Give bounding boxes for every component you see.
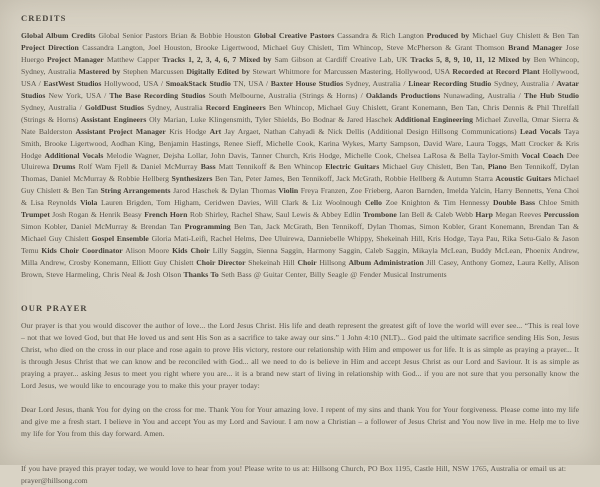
prayer-section xyxy=(21,303,579,486)
personal-prayer-paragraph: Dear Lord Jesus, thank You for dying on the cross for me. Thank You for Your amazing love. I repent of my sins and thank You for Your forgiveness. Please come into my life and give me a fresh start. I believe in You and accept You as my Lord and Saviour. I am now a Christian – a follower of Jesus Christ and You now live in me. Help me to live my life for You from this day forward. Amen. xyxy=(21,404,579,438)
prayer-intro-paragraph: Our prayer is that you would discover the author of love... the Lord Jesus Christ. His life and death represent the greatest gift of love the world will ever see... “This is real love – not that we loved God, but that He loved us and sent His Son as a sacrifice to take away our sins.” 1 John 4:10 (NLT)... God paid the ultimate sacrifice sending His Son, Jesus Christ, who died on the cross in our place and rose again to prove His victory, restore our relationship with Him and empower us for life. It is as simple as praying a prayer... It is through Jesus Christ that we can know and be reconciled with God... all we need to do is believe in Him and accept Jesus Christ as our Lord and Saviour. It is as simple as praying a prayer... asking Jesus to meet you right where you are... it is a brand new start of living in relationship with God... if you are not sure that you personally know the Lord Jesus, we would like to encourage you to make this your prayer today: xyxy=(21,321,579,390)
credits-paragraph: Global Album Credits Global Senior Pastors Brian & Bobbie Houston Global Creative Pastors Cassandra & Rich Langton Produced by Michael Guy Chislett & Ben Tan Project Direction Cassandra Langton, Joel Houston, Brooke Ligertwood, Michael Guy Chislett, Tim Whincop, Steve McPherson & Grant Thomson Brand Manager Jose Huergo Project Manager Matthew Capper Tracks 1, 2, 3, 4, 6, 7 Mixed by Sam Gibson at Cardiff Creative Lab, UK Tracks 5, 8, 9, 10, 11, 12 Mixed by Ben Whincop, Sydney, Australia Mastered by Stephen Marcussen Digitally Edited by Stewart Whitmore for Marcussen Mastering, Hollywood, USA Recorded at Record Plant Hollywood, USA / EastWest Studios Hollywood, USA / SmoakStack Studio TN, USA / Baxter House Studios Sydney, Australia / Linear Recording Studio Sydney, Australia / Avatar Studios New York, USA / The Base Recording Studios South Melbourne, Australia (Strings & Horns) / Oaklands Productions Nunawading, Australia / The Hub Studio Sydney, Australia / GoldDust Studios Sydney, Australia Record Engineers Ben Whincop, Michael Guy Chislett, Grant Konemann, Ben Tan, Chris Dennis & Phil Threlfall (Strings & Horns) Assistant Engineers Oly Marian, Luke Klingensmith, Tyler Shields, Bo Bodnar & Jared Haschek Additional Engineering Michael Zuvella, Omar Sierra & Nate Balderston Assistant Project Manager Kris Hodge Art Jay Argaet, Nathan Cahyadi & Nick Dellis (Additional Design Hillsong Communications) Lead Vocals Taya Smith, Brooke Ligertwood, Aodhan King, Benjamin Hastings, Renee Sieff, Michelle Cook, Karina Wykes, Marty Sampson, David Ware, Laura Toggs, Matt Crocker & Kris Hodge Additional Vocals Melodie Wagner, Dejsha Lollar, John Davis, Tanner Church, Kris Hodge, Michelle Cook, Chelsea LaRosa & Bella Taylor-Smith Vocal Coach Dee Uluirewa Drums Rolf Wam Fjell & Daniel McMurray Bass Matt Tennikoff & Ben Whincop Electric Guitars Michael Guy Chislett, Ben Tan, Piano Ben Tennikoff, Dylan Thomas, Daniel McMurray & Robbie Hellberg Synthesizers Ben Tan, Peter James, Ben Tennikoff, Jack McGrath, Robbie Hellberg & Autumn Starra Acoustic Guitars Michael Guy Chislett & Ben Tan String Arrangements Jarod Haschek & Dylan Thomas Violin Freya Franzen, Zoe Frieberg, Aaron Barnden, Imelda Yalcin, Harry Bennetts, Yena Choi & Lisa Reynolds Viola Lauren Brigden, Tom Higham, Ceridwen Davies, Will Clark & Liz Woolnough Cello Zoe Knighton & Tim Hennessy Double Bass Chloe Smith Trumpet Josh Rogan & Henrik Beasy French Horn Rob Shirley, Rachel Shaw, Saul Lewis & Abbey Edlin Trombone Ian Bell & Caleb Webb Harp Megan Reeves Percussion Simon Kobler, Daniel McMurray & Brendan Tan Programming Ben Tan, Jack McGrath, Ben Tennikoff, Dylan Thomas, Simon Kobler, Grant Konemann, Brendan Tan & Michael Guy Chislett Gospel Ensemble Gloria Mati-Leifi, Rachel Helms, Dee Uluirewa, Danniebelle Whippy, Shekeinah Hill, Kris Hodge, Taya Pau, Rika Setu-Galo & Jason Temu Kids Choir Coordinator Alison Moore Kids Choir Lilly Saggin, Sienna Saggin, Harmony Saggin, Caleb Saggin, Mikayla McLean, Buddy McLean, Phoenix Andrew, Milla Andrew, Crosby Konemann, Elliott Guy Chislett Choir Director Shekeinah Hill Choir Hillsong Album Administration Jill Casey, Anthony Gomez, Laura Kelly, Alison Brown, Steve Harmeling, Chris Neal & Josh Olson Thanks To Seth Bass @ Guitar Center, Billy Seagle @ Fender Musical Instruments xyxy=(21,31,580,280)
credits-section xyxy=(21,13,579,281)
prayer-heading: OUR PRAYER xyxy=(21,303,88,314)
credits-heading: CREDITS xyxy=(21,13,67,23)
contact-line: If you have prayed this prayer today, we would love to hear from you! Please write to us at: Hillsong Church, PO Box 1195, Castle Hill, NSW 1765, Australia or email us at: prayer@hillsong.com xyxy=(21,463,566,485)
